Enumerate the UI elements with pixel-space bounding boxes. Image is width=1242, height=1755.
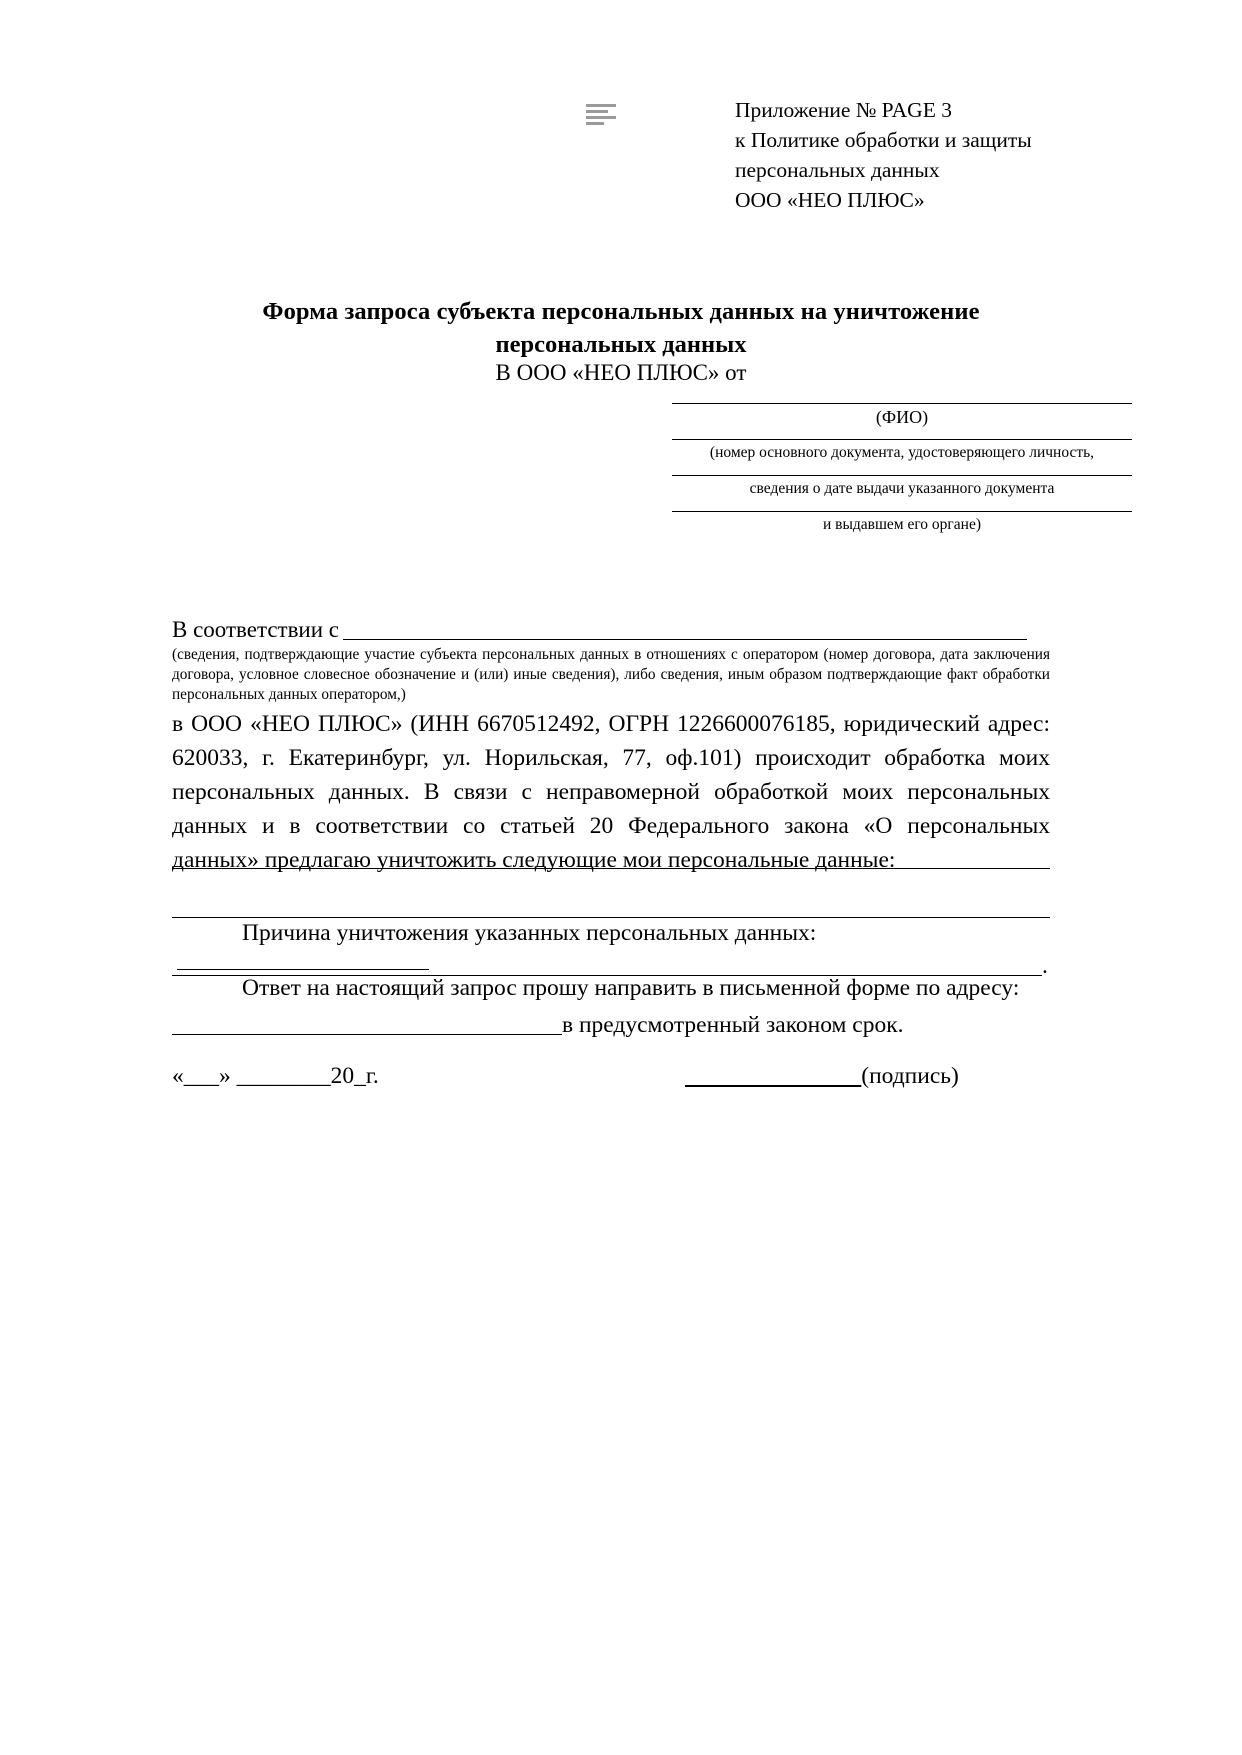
answer-label: Ответ на настоящий запрос прошу направить в письменной форме по адресу:: [242, 975, 1020, 1001]
header-line-1: Приложение № PAGE 3: [735, 98, 952, 122]
header-line-2: к Политике обработки и защиты: [735, 128, 1032, 152]
doc-number-blank-line[interactable]: [672, 439, 1132, 440]
page-title: [0, 295, 1242, 361]
page-title-line-2: персональных данных: [495, 331, 747, 358]
data-blank-line-2[interactable]: [172, 917, 1050, 918]
signature-blank-line[interactable]: [685, 1063, 861, 1089]
reason-label: Причина уничтожения указанных персональных данных:: [242, 920, 817, 946]
fio-blank-line[interactable]: [672, 403, 1132, 404]
in-accordance-note: (сведения, подтверждающие участие субъекта персональных данных в отношениях с оператором (номер договора, дата заключения договора, условное словесное обозначение и (или) иные сведения), либо сведения, иным образом подтверждающие факт обработки персональных данных оператором,): [172, 646, 1050, 703]
signature-field[interactable]: [685, 1063, 959, 1090]
answer-row: [172, 975, 1072, 1002]
field-doc-date: [672, 475, 1132, 500]
header-address-block: [735, 95, 1215, 215]
in-accordance-blank-line[interactable]: [343, 619, 1027, 640]
doc-issuer-caption: и выдавшем его органе): [822, 516, 982, 533]
in-accordance-label: В соответствии с: [172, 617, 340, 642]
doc-date-blank-line[interactable]: [672, 475, 1132, 476]
signature-label: (подпись): [861, 1063, 959, 1089]
field-fio: [672, 403, 1132, 428]
doc-number-caption: (номер основного документа, удостоверяющего личность,: [709, 444, 1095, 461]
data-blank-line-1[interactable]: [172, 868, 1050, 869]
addressee-line: В ООО «НЕО ПЛЮС» от: [495, 360, 747, 385]
page-title-line-1: Форма запроса субъекта персональных данных на уничтожение: [262, 298, 980, 325]
doc-date-caption: сведения о дате выдачи указанного документа: [749, 480, 1055, 497]
header-line-4: ООО «НЕО ПЛЮС»: [735, 188, 925, 212]
reason-tail: .: [1042, 953, 1048, 979]
answer-tail: в предусмотренный законом срок.: [562, 1012, 904, 1038]
field-doc-issuer: [672, 511, 1132, 536]
text-placeholder-icon: [586, 104, 620, 128]
field-doc-number: [672, 439, 1132, 464]
in-accordance-row: [172, 617, 1072, 643]
main-paragraph: в ООО «НЕО ПЛЮС» (ИНН 6670512492, ОГРН 1226600076185, юридический адрес: 620033, г. Екатеринбург, ул. Норильская, 77, оф.101) происходит обработка моих персональных данных. В связи с неправомерной обработкой моих персональных данных и в соответствии со статьей 20 Федерального закона «О персональных данных» предлагаю уничтожить следующие мои персональные данные:: [172, 711, 1050, 873]
header-line-3: персональных данных: [735, 158, 940, 182]
addressee-fields: [672, 392, 1132, 536]
date-field[interactable]: «___» ________20_г.: [172, 1063, 379, 1089]
answer-row-2: [172, 1012, 1072, 1039]
answer-address-blank-line[interactable]: [172, 1014, 562, 1035]
fio-caption: (ФИО): [875, 407, 929, 427]
reason-blank-line-2[interactable]: [172, 955, 1042, 976]
doc-issuer-blank-line[interactable]: [672, 511, 1132, 512]
